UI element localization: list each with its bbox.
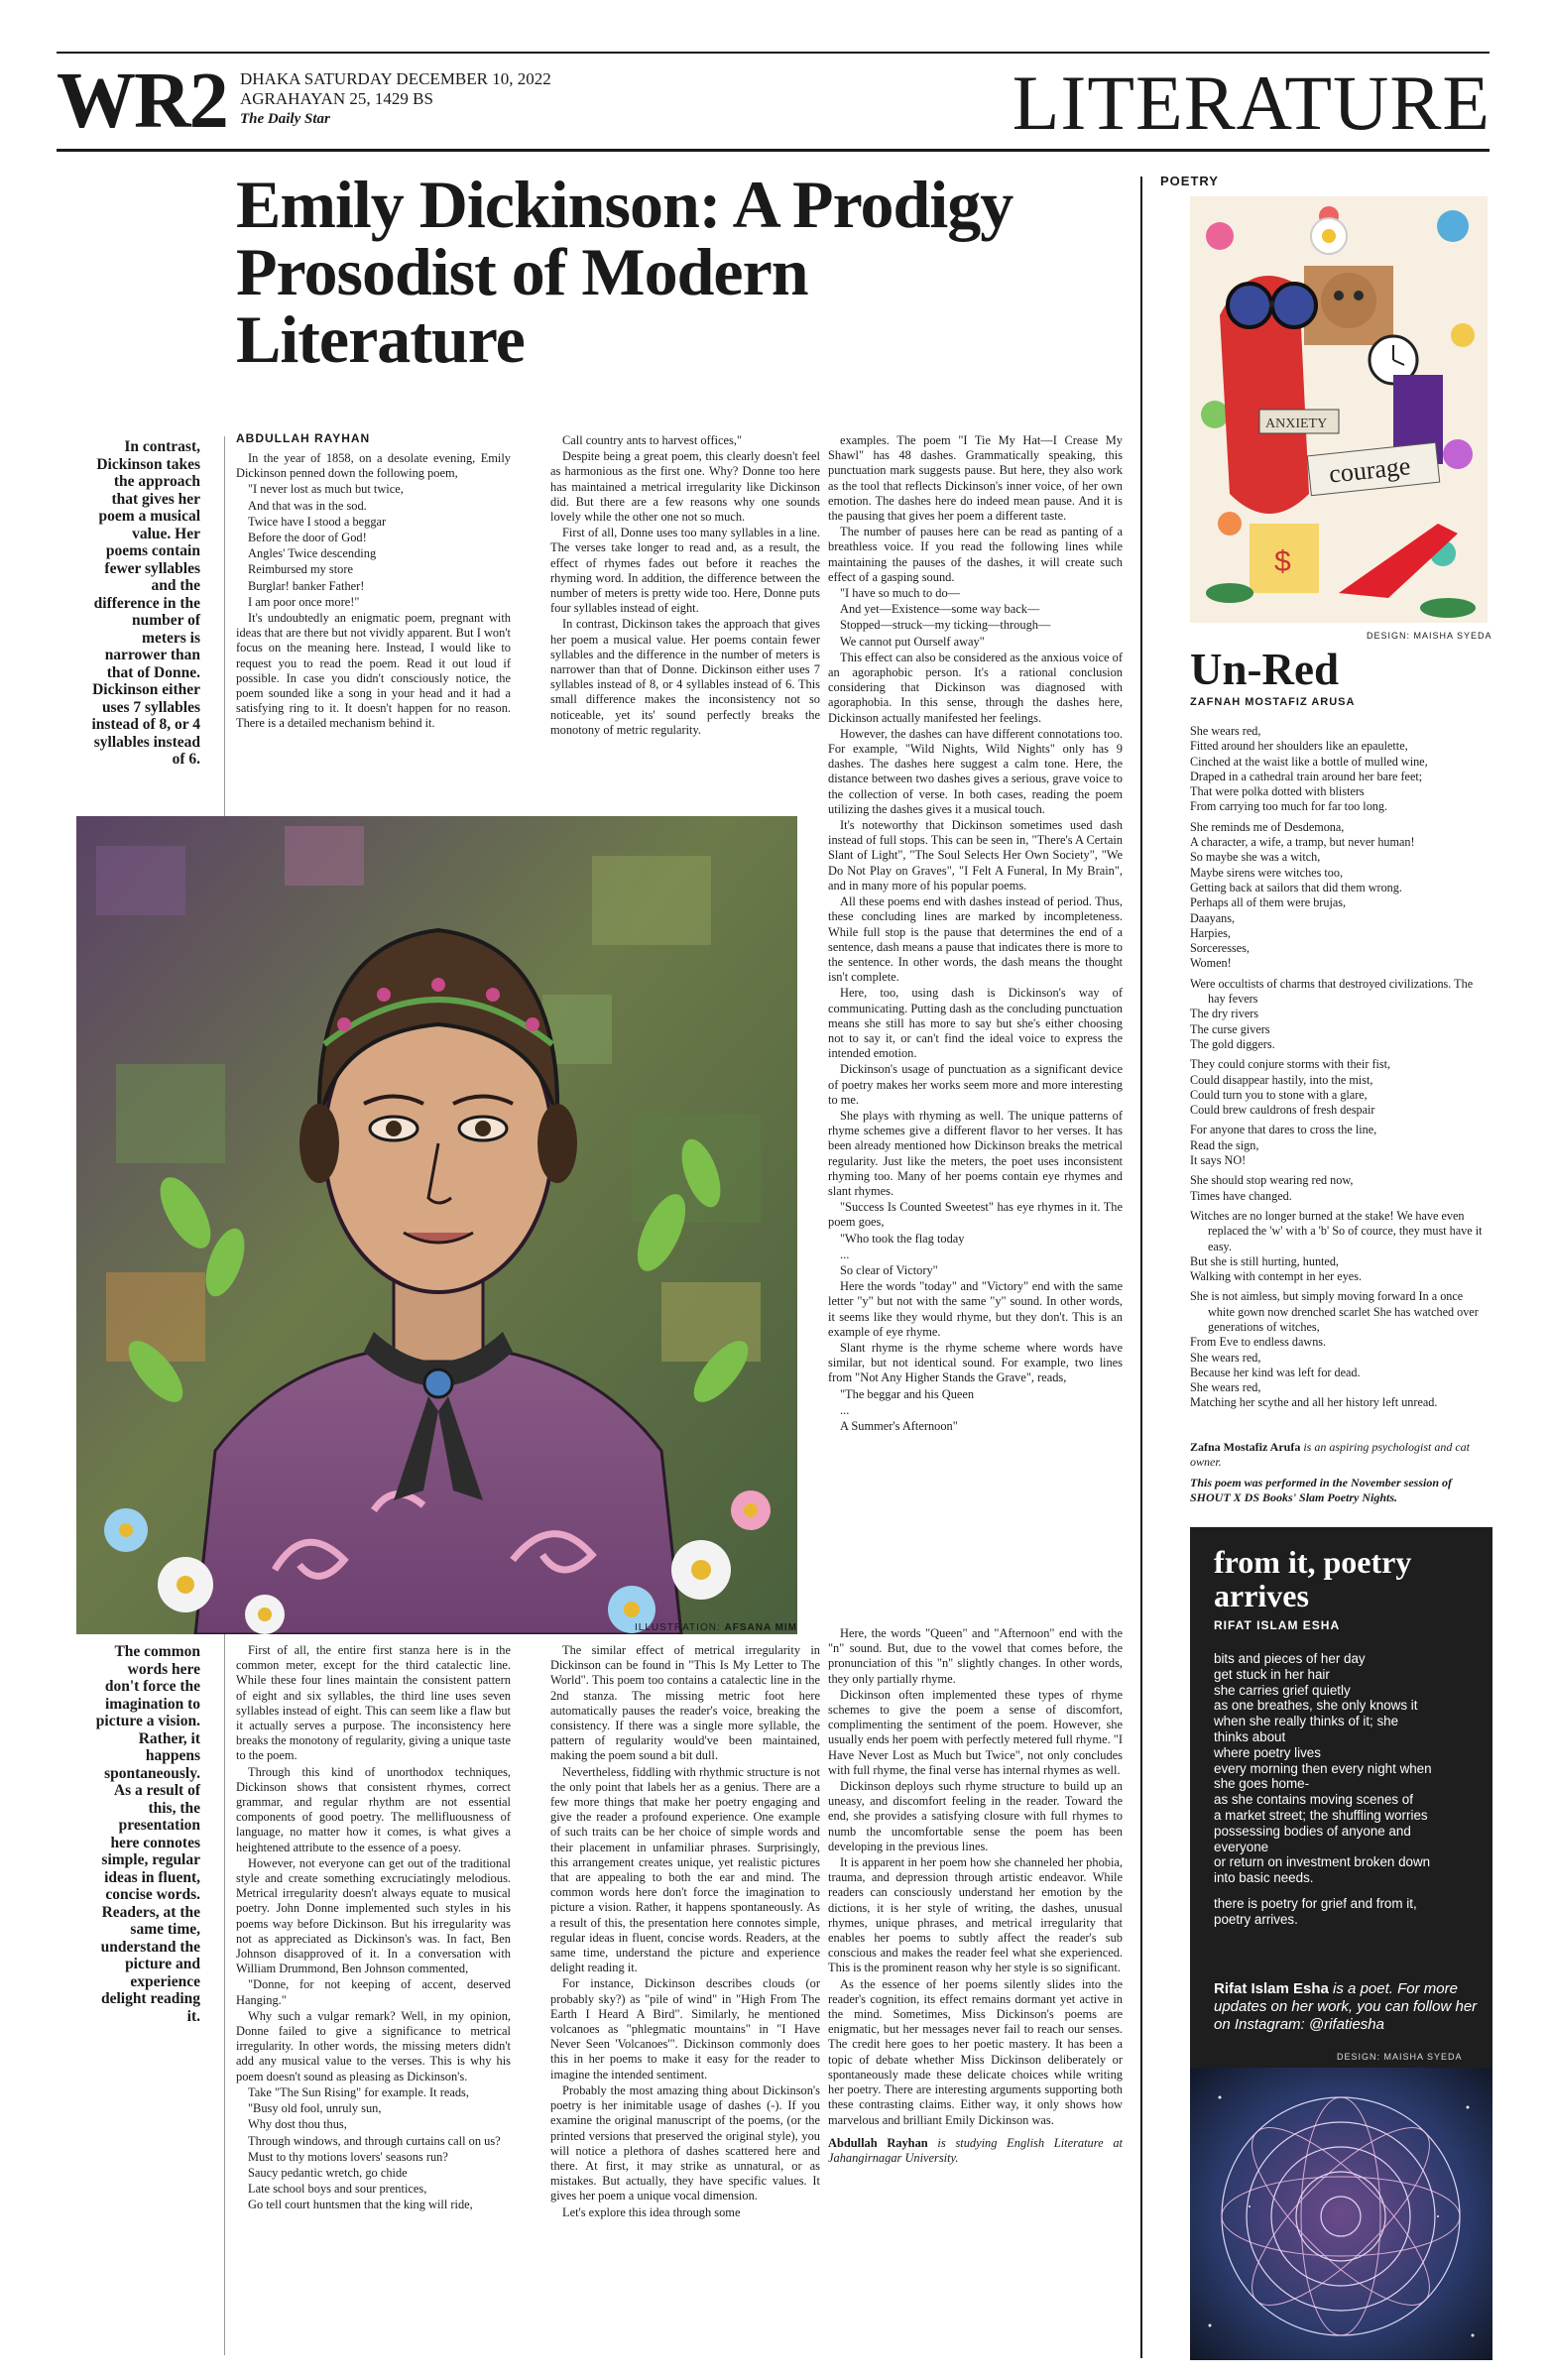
poem-line: thinks about <box>1214 1728 1286 1744</box>
masthead-top-rule <box>57 52 1490 54</box>
section-title: LITERATURE <box>1012 60 1490 146</box>
paragraph: The similar effect of metrical irregularity in Dickinson can be found in "This Is My Letter to The World". This poem too contains a catalectic line in the 2nd stanza. The missing metric foot here automatically pauses the reader's voice, breaking the consistency. If there was a single more syllable, the pattern of regularity would've been maintained, making the poem sound a bit dull. <box>550 1643 820 1763</box>
article-column <box>550 433 820 749</box>
poem-line: Walking with contempt in her eyes. <box>1190 1269 1362 1284</box>
poem-author: ZAFNAH MOSTAFIZ ARUSA <box>1190 696 1356 708</box>
poem-line: Perhaps all of them were brujas, <box>1190 895 1347 910</box>
paragraph: As the essence of her poems silently slides into the reader's cognition, its effect remains dormant yet active in the mind. Sometimes, Miss Dickinson's poems are enigmatic, but her messages never fail to reach our senses. The credit here goes to her poetic mastery. It has been a topic of debate whether Miss Dickinson deliberately or spontaneously made these delicate choices while writing her poetry. There are interesting arguments supporting both these contrasting claims. Either way, it only shows how marvelous and brilliant Emily Dickinson was. <box>828 1976 1123 2127</box>
verse-line: So clear of Victory" <box>840 1262 938 1277</box>
verse-line: Why dost thou thus, <box>248 2117 347 2132</box>
poem-body <box>1190 724 1488 1411</box>
verse-line: "Who took the flag today <box>840 1231 965 1246</box>
paragraph: However, the dashes can have different connotations too. For example, "Wild Nights, Wild Nights" only has 9 dashes. The dashes here suggest a calm tone. Here, the distance between two dashes gives a serious, grave voice to the collection of verse. In both cases, reading the poem utilizing the dashes gives it a musical touch. <box>828 726 1123 816</box>
poem-line: she goes home- <box>1214 1776 1310 1792</box>
poem-line: Maybe sirens were witches too, <box>1190 865 1343 880</box>
verse-line: Through windows, and through curtains call on us? <box>248 2133 501 2148</box>
paragraph: Here, too, using dash is Dickinson's way of communicating. Putting dash as the concluding punctuation means she still has more to say but she's either choosing not to say it, or can't find the ideal voice to express the intended emotion. <box>828 986 1123 1061</box>
masthead-dateline-block <box>240 69 551 129</box>
poem-line: From Eve to endless dawns. <box>1190 1335 1327 1350</box>
article-column <box>828 1626 1123 2347</box>
design-credit: DESIGN: MAISHA SYEDA <box>1337 2052 1463 2062</box>
pull-quote: The common words here don't force the imagination to picture a vision. Rather, it happens spontaneously. As a result of this, the presentation here connotes simple, regular ideas in fluent, concise words. Readers, at the same time, understand the picture and experience delight reading it. <box>95 1643 200 2025</box>
poem-line: Could disappear hastily, into the mist, <box>1190 1072 1373 1087</box>
article-column <box>550 1643 820 2347</box>
verse-line: ... <box>840 1402 850 1417</box>
verse-line: Twice have I stood a beggar <box>248 514 387 529</box>
poem-line: Daayans, <box>1190 910 1236 925</box>
mandala-illustration <box>1190 2068 1492 2360</box>
poem-collage-illustration <box>1190 196 1488 623</box>
paragraph: Despite being a great poem, this clearly doesn't feel as harmonious as the first one. Why? Donne too here has maintained a metrical irregularity like Dickinson did. But there are a few reasons why one sounds lovely while the other one not so much. <box>550 449 820 525</box>
poem-line: She wears red, <box>1190 724 1261 738</box>
poem-line: She wears red, <box>1190 1350 1261 1365</box>
paragraph: In contrast, Dickinson takes the approach that gives her poem a musical value. Her poems contain fewer syllables and the difference in the number of meters is narrower than that of Donne. Dickinson either uses 7 syllables instead of 8, or 4 syllables instead of 6. This small difference makes the inconsistency not so noticeable, yet its' sound perfectly breaks the monotony of metric regularity. <box>550 617 820 737</box>
verse-line: Reimbursed my store <box>248 562 353 577</box>
poem-line: Could brew cauldrons of fresh despair <box>1190 1103 1375 1118</box>
paragraph: Probably the most amazing thing about Dickinson's poetry is her inimitable usage of dashes (-). If you examine the original manuscript of the poems, (or the printed versions that preserved the original style), you will notice a plethora of dashes scattered here and there. At first, it may strike as unnatural, or as mistakes. But actually, they have specific values. It gives her poem a unique vocal dimension. <box>550 2082 820 2203</box>
article-column <box>828 433 1123 1619</box>
poem-line: Times have changed. <box>1190 1188 1292 1203</box>
poem-line: get stuck in her hair <box>1214 1666 1330 1682</box>
poem-line: poetry arrives. <box>1214 1911 1298 1927</box>
pull-quote: In contrast, Dickinson takes the approach that gives her poem a musical value. Her poems contain fewer syllables and the difference in the number of meters is narrower than that of Donne. Dickinson either uses 7 syllables instead of 8, or 4 syllables instead of 6. <box>91 438 200 768</box>
poem-line: The gold diggers. <box>1190 1036 1275 1051</box>
paragraph: Dickinson deploys such rhyme structure to build up an uneasy, and discomfort feeling in the reader. Toward the end, she provides a satisfying closure with full rhymes to numb the uncomfortable sense the poem has been developing in the previous lines. <box>828 1779 1123 1853</box>
paragraph: Through this kind of unorthodox techniques, Dickinson shows that consistent rhymes, correct grammar, and regular rhythm are not essential components of good poetry. The mellifluousness of language, no matter how it comes, is what gives a heightened attribute to the essence of a poesy. <box>236 1764 511 1854</box>
paragraph: She plays with rhyming as well. The unique patterns of rhyme schemes give a different flavor to her verses. It has been already mentioned how Dickinson breaks the metrical regularity. Just like the meters, the poet uses inconsistent rhyming too. Many of her poems contain eye rhymes and slant rhymes. <box>828 1108 1123 1198</box>
poem-author: RIFAT ISLAM ESHA <box>1214 1618 1341 1632</box>
masthead-bottom-rule <box>57 149 1490 152</box>
poem-line: That were polka dotted with blisters <box>1190 784 1365 799</box>
paragraph: First of all, the entire first stanza here is in the common meter, except for the third catalectic line. While these four lines maintain the consistent pattern of eight and six syllables, the third line uses seven syllables instead of eight. This can seem like a flaw but it actually serves a purpose. The inconsistency here breaks the monotony of regularity, giving a unique taste to the poem. <box>236 1643 511 1763</box>
emily-dickinson-illustration <box>76 816 797 1634</box>
poem-line: there is poetry for grief and from it, <box>1214 1895 1417 1911</box>
illustration-credit: ILLUSTRATION: AFSANA MIM <box>635 1622 798 1633</box>
poem-line: Cinched at the waist like a bottle of mulled wine, <box>1190 754 1428 769</box>
sidebar-divider <box>1140 177 1142 2358</box>
poem-line: a market street; the shuffling worries <box>1214 1807 1428 1823</box>
verse-line: And that was in the sod. <box>248 498 367 513</box>
verse-line: Call country ants to harvest offices," <box>562 433 743 447</box>
paragraph: Abdullah Rayhan is studying English Literature at Jahangirnagar University. <box>828 2135 1123 2165</box>
verse-line: Angles' Twice descending <box>248 546 377 561</box>
paragraph: Slant rhyme is the rhyme scheme where words have similar, but not identical sound. For example, two lines from "Not Any Higher Stands the Grave", reads, <box>828 1340 1123 1385</box>
poem-line: when she really thinks of it; she <box>1214 1714 1399 1729</box>
poem-line: she carries grief quietly <box>1214 1682 1351 1698</box>
paragraph: For instance, Dickinson describes clouds (or probably sky?) as "pile of wind" in "High From The Earth I Heard A Bird". Similarly, he mentioned volcanoes as "phlegmatic mountains" in "I Have Never Seen 'Volcanoes'". Dickinson commonly does this in her poems to make it easy for the reader to imagine the intended sentiment. <box>550 1976 820 2082</box>
poem-line: Were occultists of charms that destroyed civilizations. The hay fevers <box>1190 976 1474 1007</box>
paragraph: In the year of 1858, on a desolate evening, Emily Dickinson penned down the following poem, <box>236 451 511 481</box>
paragraph: This effect can also be considered as the anxious voice of an agoraphobic person. It's a rational conclusion considering that Dickinson was diagnosed with agoraphobia. In this sense, through the dashes here, Dickinson actually manifested her feelings. <box>828 650 1123 725</box>
performance-note: This poem was performed in the November session of SHOUT X DS Books' Slam Poetry Nights. <box>1190 1476 1452 1504</box>
poem-line: Sorceresses, <box>1190 941 1250 956</box>
poem-line: as one breathes, she only knows it <box>1214 1698 1418 1714</box>
design-credit: DESIGN: MAISHA SYEDA <box>1367 631 1492 641</box>
poem-title: from it, poetry arrives <box>1214 1544 1412 1613</box>
poem-line: Because her kind was left for dead. <box>1190 1365 1361 1379</box>
paragraph: Dickinson's usage of punctuation as a significant device of poetry makes her works seem more and more interesting to me. <box>828 1062 1123 1107</box>
page-code: WR2 <box>57 58 227 145</box>
paragraph: It is apparent in her poem how she channeled her phobia, trauma, and depression through artistic endeavor. While readers can consciously understand her emotion by the dictions, it is her style of writing, the dashes, unusual rhymes, unique phrases, and metrical irregularity that enables her poems to subtly affect the reader's sub conscious and makes the reader feel what she experienced. This is the prominent reason why her style is so significant. <box>828 1855 1123 1975</box>
poem-line: possessing bodies of anyone and <box>1214 1823 1411 1839</box>
article-column <box>236 1643 511 2347</box>
verse-line: We cannot put Ourself away" <box>840 634 985 649</box>
poem-line: Could turn you to stone with a glare, <box>1190 1087 1368 1102</box>
poem-line: bits and pieces of her day <box>1214 1651 1366 1666</box>
paragraph: examples. The poem "I Tie My Hat—I Crease My Shawl" has 48 dashes. Grammatically speaking, this punctuation mark suggests pause. But here, they also work as the tool that reflects Dickinson's inner voice, of her own emotion. The dashes here do indeed mean pause. And it is the pausing that gives her poem a different taste. <box>828 433 1123 524</box>
poem-line: Draped in a cathedral train around her bare feet; <box>1190 769 1423 783</box>
paragraph: Take "The Sun Rising" for example. It reads, <box>248 2084 469 2099</box>
poem-line: They could conjure storms with their fist, <box>1190 1057 1391 1072</box>
poem-line: Fitted around her shoulders like an epaulette, <box>1190 739 1408 754</box>
verse-line: ... <box>840 1247 850 1261</box>
verse-line: Burglar! banker Father! <box>248 578 365 593</box>
poem-line: Read the sign, <box>1190 1137 1259 1152</box>
newspaper-logo: The Daily Star <box>240 111 330 127</box>
paragraph: Here, the words "Queen" and "Afternoon" end with the "n" sound. But, due to the vowel that comes before, the pronunciation of this "n" slightly changes. In other words, they only partially rhyme. <box>828 1626 1123 1686</box>
paragraph: Why such a vulgar remark? Well, in my opinion, Donne failed to give a significance to metrical irregularity. In other words, the missing meters didn't add any musical value to the verses. This is why his poem doesn't sound as pleasing as Dickinson's. <box>236 2008 511 2083</box>
poem-line: or return on investment broken down <box>1214 1854 1431 1870</box>
dateline: DHAKA SATURDAY DECEMBER 10, 2022 <box>240 69 551 88</box>
verse-line: A Summer's Afternoon" <box>840 1419 958 1433</box>
poem-line: The curse givers <box>1190 1021 1270 1036</box>
poem-body <box>1214 1651 1472 1928</box>
poem-line: She reminds me of Desdemona, <box>1190 819 1345 834</box>
poetry-kicker: POETRY <box>1160 174 1219 188</box>
poem-line: She wears red, <box>1190 1380 1261 1395</box>
poem-line: It says NO! <box>1190 1153 1247 1168</box>
paragraph: All these poems end with dashes instead of period. Thus, these concluding lines are marked by incompleteness. While full stop is the pause that determines the end of a sentence, dash means a pause that indicates there is more to the sentence. In other words, the dash means the thought isn't complete. <box>828 894 1123 985</box>
poem-line: From carrying too much for far too long. <box>1190 799 1388 814</box>
paragraph: It's noteworthy that Dickinson sometimes used dash instead of full stops. This can be seen in, "There's A Certain Slant of Light", "The Soul Selects Her Own Society", "We Do Not Play on Graves", "I Felt A Funeral, In My Brain", and in many more of his popular poems. <box>828 818 1123 892</box>
verse-line: Late school boys and sour prentices, <box>248 2182 427 2197</box>
verse-line: "I never lost as much but twice, <box>248 482 404 497</box>
article-column <box>236 451 511 749</box>
verse-line: Go tell court huntsmen that the king will ride, <box>248 2198 473 2212</box>
paragraph: Here the words "today" and "Victory" end with the same letter "y" but not with the same "y" sound. In other words, it seems like they would rhyme, but they don't. This is an example of eye rhyme. <box>828 1279 1123 1339</box>
poet-bio: Rifat Islam Esha is a poet. For more updates on her work, you can follow her on Instagram: @rifatiesha <box>1214 1980 1478 2033</box>
bengali-date: AGRAHAYAN 25, 1429 BS <box>240 89 433 108</box>
svg-text:$: $ <box>1274 545 1291 578</box>
paragraph: First of all, Donne uses too many syllables in a line. The verses take longer to read and, as a result, the effect of rhymes fades out before it reaches the rhyming word. In addition, the difference between the number of meters is pretty wide too. Here, Donne puts four syllables instead of eight. <box>550 526 820 616</box>
poem-title: Un-Red <box>1190 645 1340 694</box>
verse-line: I am poor once more!" <box>248 594 360 609</box>
poem-line: She is not aimless, but simply moving forward In a once white gown now drenched scarlet She has watched over generations of witches, <box>1190 1289 1479 1334</box>
verse-line: Must to thy motions lovers' seasons run? <box>248 2149 448 2164</box>
poem-line: So maybe she was a witch, <box>1190 850 1321 865</box>
poem-line: She should stop wearing red now, <box>1190 1173 1354 1188</box>
verse-line: "I have so much to do— <box>840 586 961 601</box>
article-headline: Emily Dickinson: A Prodigy Prosodist of Modern Literature <box>236 167 1013 377</box>
poem-line: everyone <box>1214 1839 1269 1854</box>
poem-line: Women! <box>1190 956 1232 971</box>
verse-line: Saucy pedantic wretch, go chide <box>248 2165 408 2180</box>
paragraph: "Donne, for not keeping of accent, deserved Hanging." <box>236 1977 511 2007</box>
poem-line: The dry rivers <box>1190 1007 1259 1021</box>
paragraph: It's undoubtedly an enigmatic poem, pregnant with ideas that are there but not vividly apparent. But I won't focus on the meaning here. Instead, I would like to request you to read the poem. Read it out loud if possible. In case you didn't consciously notice, the poem sounded like a song in your head and it had a satisfying ring to it. It doesn't happen for no reason. There is a detailed mechanism behind it. <box>236 611 511 731</box>
article-byline: ABDULLAH RAYHAN <box>236 431 371 445</box>
paragraph: Let's explore this idea through some <box>562 2204 741 2219</box>
collage-courage-text: courage <box>1327 451 1412 489</box>
poem-line: Matching her scythe and all her history left unread. <box>1190 1395 1438 1410</box>
poem-line: into basic needs. <box>1214 1870 1314 1886</box>
poem-line: A character, a wife, a tramp, but never human! <box>1190 835 1415 850</box>
paragraph: However, not everyone can get out of the traditional style and create something excruciatingly melodious. Metrical irregularity doesn't always equate to musical poetry. John Donne implemented such styles in his poems way before Dickinson. But his irregularity was not as appreciated as Dickinson's was. In fact, Ben Johnson disapproved of it. In a conversation with William Drummond, Ben Johnson commented, <box>236 1855 511 1976</box>
poem-feature-box <box>1190 1527 1492 2360</box>
poem-line: Getting back at sailors that did them wrong. <box>1190 880 1402 894</box>
paragraph: Nevertheless, fiddling with rhythmic structure is not the only point that labels her as a genius. There are a few more things that make her poetry engaging and give the reader a profound experience. One example of such traits can be her choice of simple words and their placement in unfamiliar phrases. Surprisingly, this arrangement creates unique, yet realistic pictures that are appealing to both the ear and mind. The common words here don't force the imagination to picture a vision. Rather, it happens spontaneously. As a result of this, the presentation here connotes simple, regular ideas in fluent, concise words. Readers, at the same time, understand the picture and experience delight reading it. <box>550 1764 820 1975</box>
poem-line: as she contains moving scenes of <box>1214 1792 1413 1808</box>
poet-bio: Zafna Mostafiz Arufa is an aspiring psychologist and cat owner. This poem was performed in the November session of SHOUT X DS Books' Slam Poetry Nights. <box>1190 1440 1488 1505</box>
paragraph: Dickinson often implemented these types of rhyme schemes to give the poem a sense of discomfort, complimenting the sentiment of the poem. However, she usually ends her poem with perfectly metered full rhyme. "I Have Never Lost as Much but Twice", not only concludes with full rhyme, the final verse has internal rhymes as well. <box>828 1687 1123 1777</box>
poem-line: Harpies, <box>1190 925 1231 940</box>
verse-line: "Busy old fool, unruly sun, <box>248 2101 382 2116</box>
paragraph: The number of pauses here can be read as panting of a breathless voice. If you read the following lines while maintaining the pauses of the dashes, it will create such effect of a gasping sound. <box>828 525 1123 584</box>
poem-line: where poetry lives <box>1214 1744 1321 1760</box>
poem-line: For anyone that dares to cross the line, <box>1190 1123 1377 1137</box>
verse-line: Stopped—struck—my ticking—through— <box>840 618 1051 633</box>
poem-line: every morning then every night when <box>1214 1760 1432 1776</box>
verse-line: Before the door of God! <box>248 531 367 545</box>
collage-anxiety-text: ANXIETY <box>1265 416 1328 431</box>
verse-line: "The beggar and his Queen <box>840 1386 975 1401</box>
poem-line: Witches are no longer burned at the stake! We have even replaced the 'w' with a 'b' So of cource, they must have it easy. <box>1190 1208 1483 1253</box>
verse-line: And yet—Existence—some way back— <box>840 602 1040 617</box>
paragraph: "Success Is Counted Sweetest" has eye rhymes in it. The poem goes, <box>828 1200 1123 1230</box>
poem-line: But she is still hurting, hunted, <box>1190 1253 1339 1268</box>
